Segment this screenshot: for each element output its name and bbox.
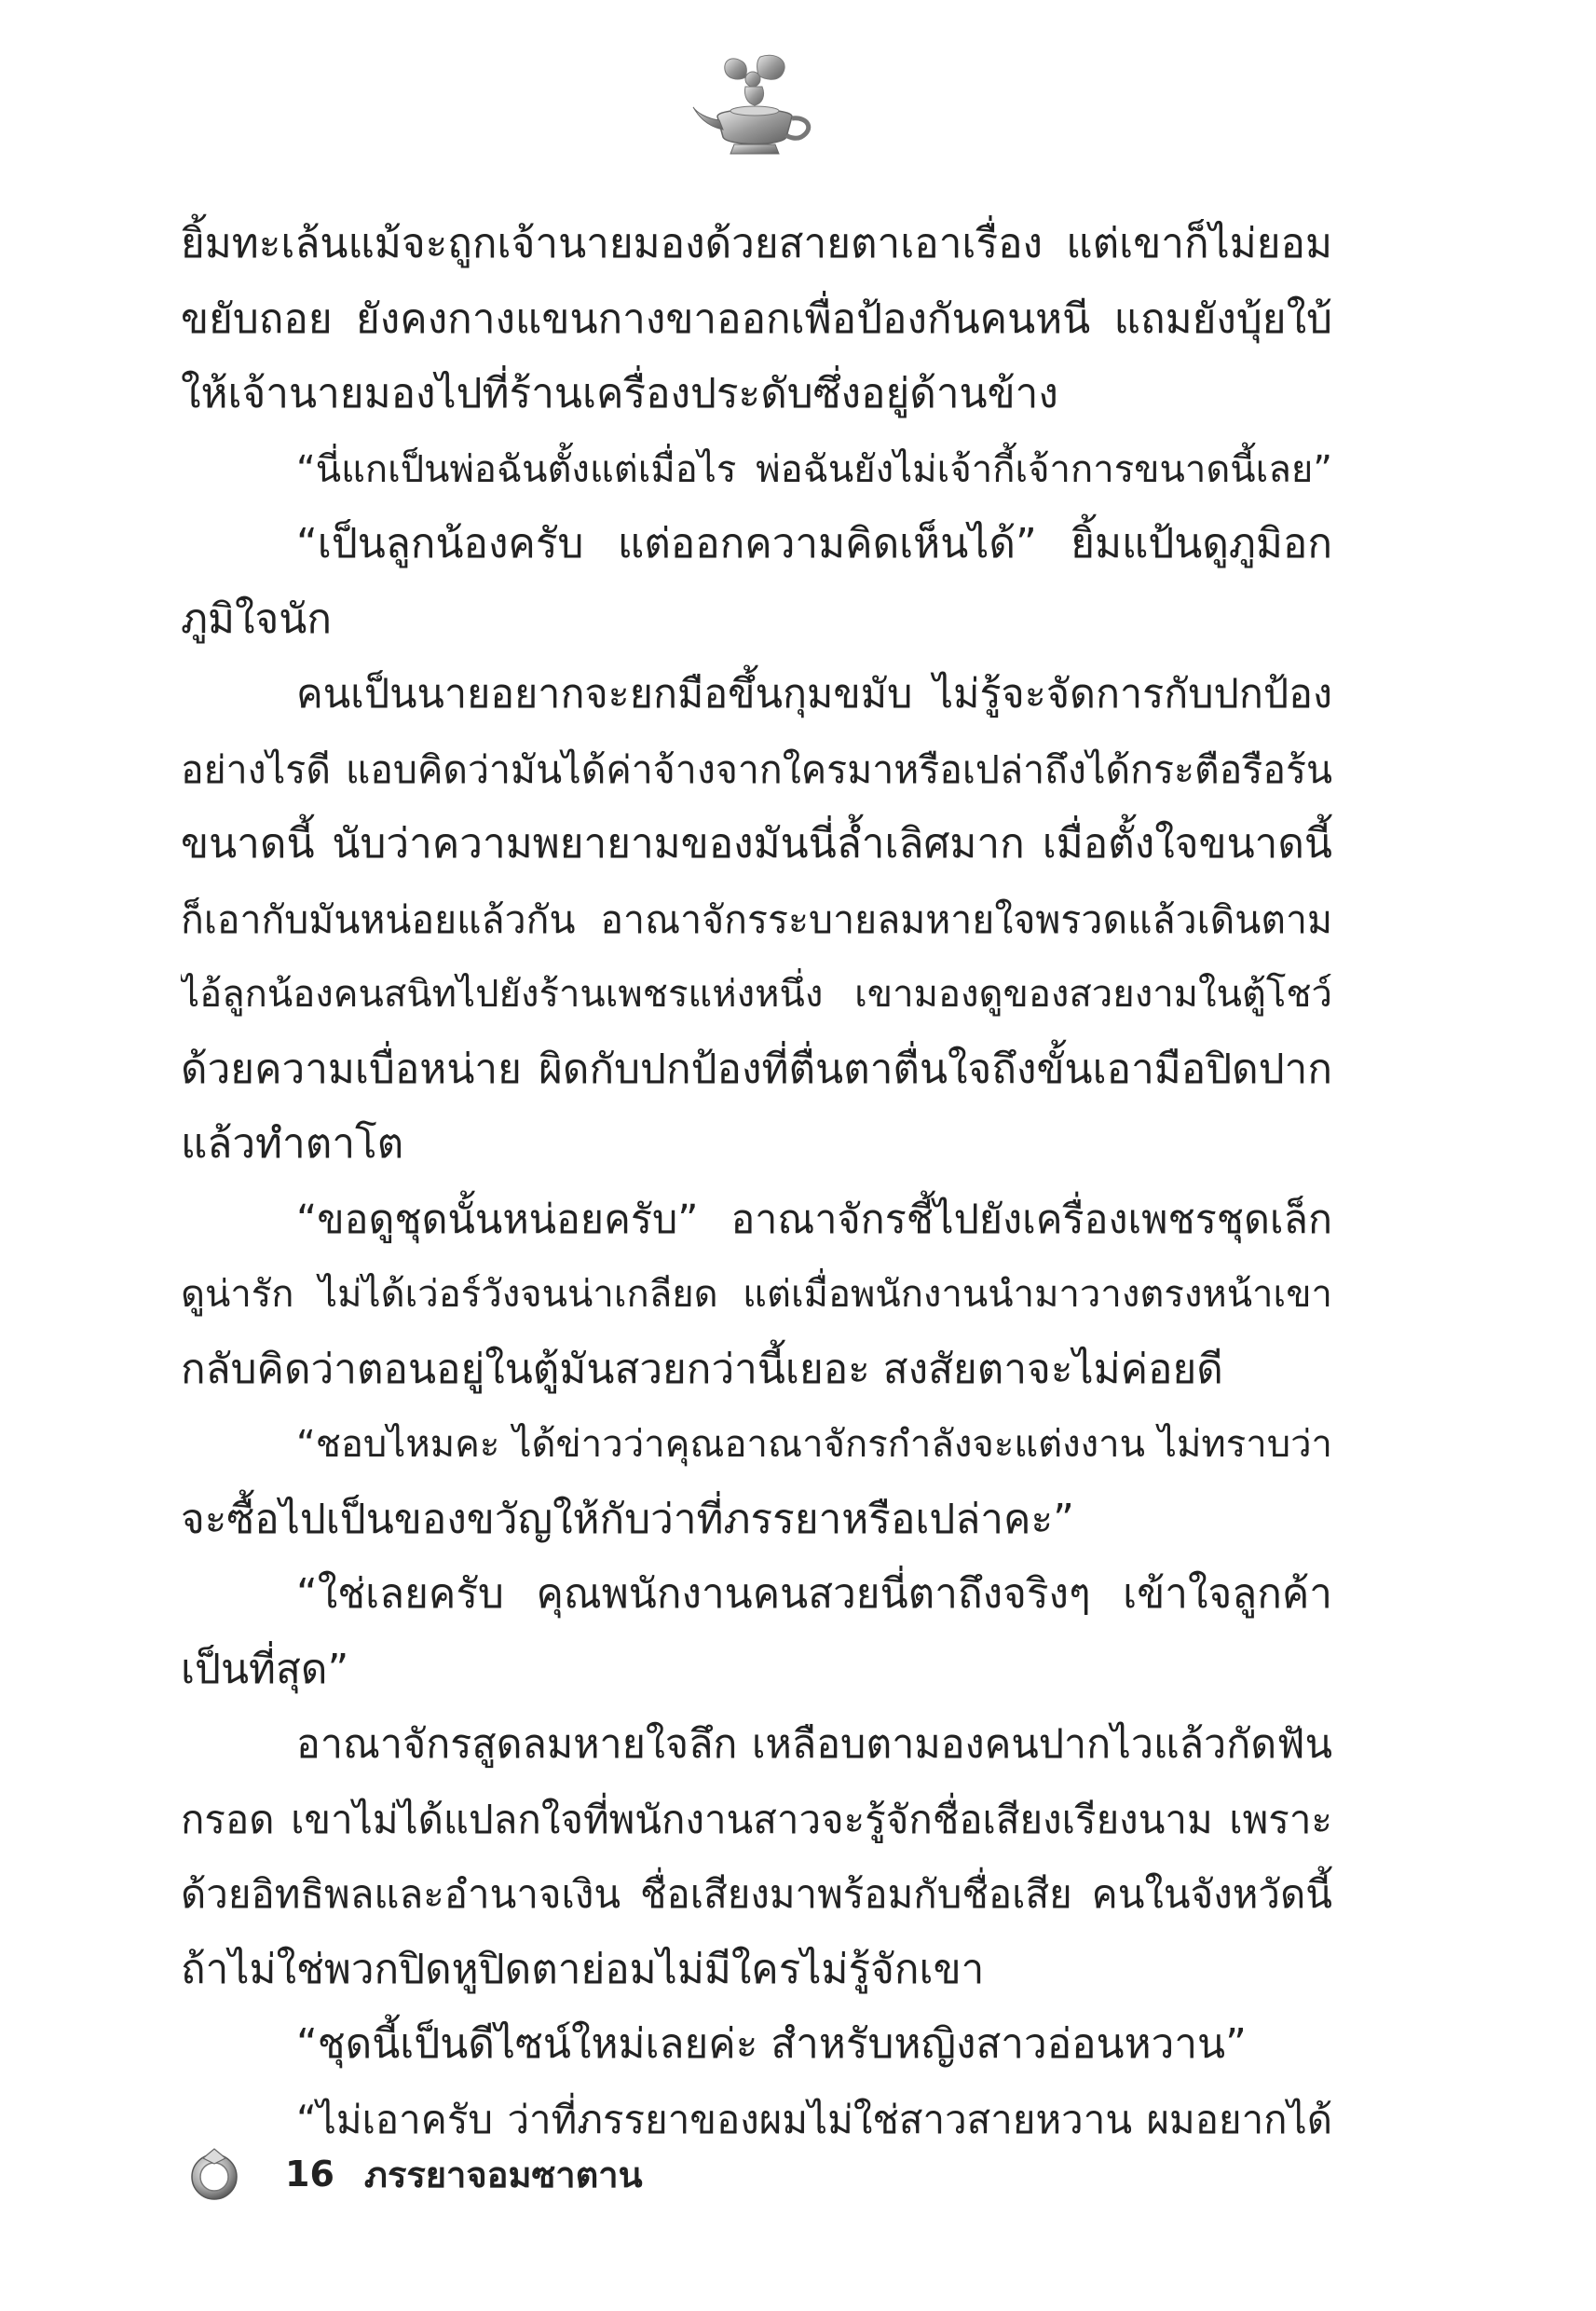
book-title: ภรรยาจอมซาตาน (363, 2154, 643, 2195)
text-line: อย่างไรดี แอบคิดว่ามันได้ค่าจ้างจากใครมาหรือเปล่าถึงได้กระตือรือร้น (181, 746, 1332, 792)
text-line: ภูมิใจนัก (181, 595, 332, 643)
text-line: ไอ้ลูกน้องคนสนิทไปยังร้านเพชรแห่งหนึ่ง เขามองดูของสวยงามในตู้โชว์ (181, 973, 1332, 1016)
text-line: “ใช่เลยครับ คุณพนักงานคนสวยนี่ตาถึงจริงๆ เข้าใจลูกค้า (296, 1570, 1332, 1618)
text-line: ก็เอากับมันหน่อยแล้วกัน อาณาจักรระบายลมหายใจพรวดแล้วเดินตาม (181, 896, 1332, 942)
body-text (181, 207, 1332, 2157)
text-line: ขนาดนี้ นับว่าความพยายามของมันนี่ล้ำเลิศมาก เมื่อตั้งใจขนาดนี้ (181, 820, 1332, 868)
text-line: เป็นที่สุด” (181, 1645, 349, 1693)
text-line: ด้วยความเบื่อหน่าย ผิดกับปกป้องที่ตื่นตาตื่นใจถึงขั้นเอามือปิดปาก (181, 1045, 1332, 1093)
text-line: ถ้าไม่ใช่พวกปิดหูปิดตาย่อมไม่มีใครไม่รู้จักเขา (181, 1945, 985, 1993)
cupid-teapot-ornament-icon (689, 51, 820, 163)
text-line: แล้วทำตาโต (181, 1120, 404, 1168)
text-line: ดูน่ารัก ไม่ได้เว่อร์วังจนน่าเกลียด แต่เมื่อพนักงานนำมาวางตรงหน้าเขา (181, 1273, 1332, 1316)
text-line: กลับคิดว่าตอนอยู่ในตู้มันสวยกว่านี้เยอะ สงสัยตาจะไม่ค่อยดี (181, 1345, 1223, 1393)
text-line: ให้เจ้านายมองไปที่ร้านเครื่องประดับซึ่งอยู่ด้านข้าง (181, 370, 1058, 417)
text-line: จะซื้อไปเป็นของขวัญให้กับว่าที่ภรรยาหรือเปล่าคะ” (181, 1495, 1074, 1543)
ring-icon (186, 2145, 242, 2203)
text-line: ขยับถอย ยังคงกางแขนกางขาออกเพื่อป้องกันคนหนี แถมยังบุ้ยใบ้ (181, 294, 1332, 343)
text-line: “นี่แกเป็นพ่อฉันตั้งแต่เมื่อไร พ่อฉันยังไม่เจ้ากี้เจ้าการขนาดนี้เลย” (296, 447, 1332, 491)
text-line: “ขอดูชุดนั้นหน่อยครับ” อาณาจักรชี้ไปยังเครื่องเพชรชุดเล็ก (296, 1196, 1332, 1243)
text-line: อาณาจักรสูดลมหายใจลึก เหลือบตามองคนปากไวแล้วกัดฟัน (296, 1721, 1332, 1768)
text-line: “ไม่เอาครับ ว่าที่ภรรยาของผมไม่ใช่สาวสายหวาน ผมอยากได้ (296, 2096, 1332, 2142)
text-line: ยิ้มทะเล้นแม้จะถูกเจ้านายมองด้วยสายตาเอาเรื่อง แต่เขาก็ไม่ยอม (181, 220, 1332, 267)
text-line: กรอด เขาไม่ได้แปลกใจที่พนักงานสาวจะรู้จักชื่อเสียงเรียงนาม เพราะ (181, 1796, 1332, 1842)
text-line: “ชุดนี้เป็นดีไซน์ใหม่เลยค่ะ สำหรับหญิงสาวอ่อนหวาน” (296, 2020, 1247, 2068)
page-number: 16 (285, 2154, 334, 2195)
text-line: “ชอบไหมคะ ได้ข่าวว่าคุณอาณาจักรกำลังจะแต่งงาน ไม่ทราบว่า (296, 1423, 1332, 1466)
text-line: “เป็นลูกน้องครับ แต่ออกความคิดเห็นได้” ยิ้มแป้นดูภูมิอก (296, 520, 1332, 567)
text-line: ด้วยอิทธิพลและอำนาจเงิน ชื่อเสียงมาพร้อมกับชื่อเสีย คนในจังหวัดนี้ (181, 1871, 1332, 1917)
text-line: คนเป็นนายอยากจะยกมือขึ้นกุมขมับ ไม่รู้จะจัดการกับปกป้อง (296, 671, 1332, 718)
page-footer (186, 2141, 643, 2207)
